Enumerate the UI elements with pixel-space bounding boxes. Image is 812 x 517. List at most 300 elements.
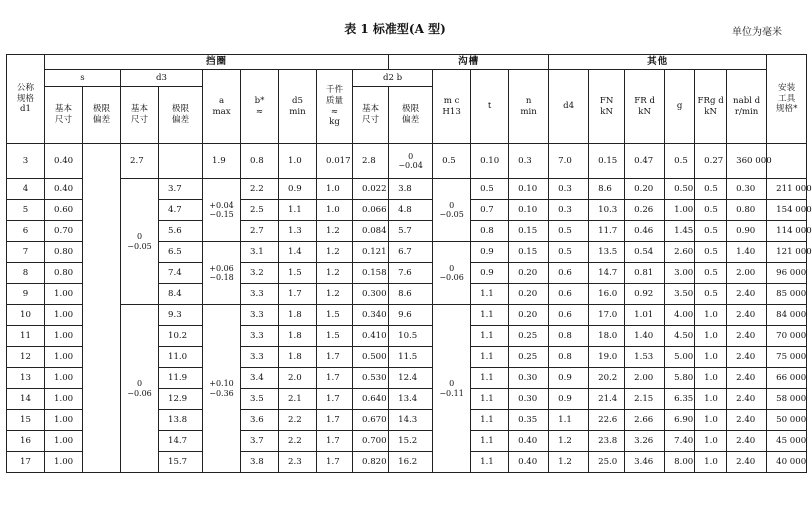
cell-m: 1.1 <box>471 410 509 431</box>
cell-fn: 3.46 <box>625 452 665 473</box>
cell-t: 0.30 <box>509 368 549 389</box>
cell-d1: 3 <box>7 144 45 179</box>
cell-d2: 12.4 <box>389 368 433 389</box>
cell-d5: 1.0 <box>317 179 353 200</box>
cell-d3: 15.7 <box>159 452 203 473</box>
d2-tol <box>389 87 433 144</box>
cell-frg: 2.40 <box>727 410 767 431</box>
cell-fr: 1.45 <box>665 221 695 242</box>
d3-basic-l2: 尺寸 <box>130 115 149 125</box>
cell-n: 0.9 <box>549 368 589 389</box>
cell-d5: 1.7 <box>317 410 353 431</box>
cell-mass: 0.410 <box>353 326 389 347</box>
cell-nabl: 85 000 <box>767 284 807 305</box>
col-nabl <box>727 70 767 144</box>
col-fn <box>589 70 625 144</box>
cell-d5: 1.7 <box>317 452 353 473</box>
cell-m: 1.1 <box>471 452 509 473</box>
cell-d4: 23.8 <box>589 431 625 452</box>
cell-d3: 11.9 <box>159 368 203 389</box>
cell-b: 0.9 <box>279 179 317 200</box>
cell-mass: 0.084 <box>353 221 389 242</box>
cell-a: 1.9 <box>203 144 241 179</box>
b-unit: ≈ <box>255 106 264 117</box>
cell-frg: 1.40 <box>727 242 767 263</box>
cell-d4: 19.0 <box>589 347 625 368</box>
cell-nabl: 96 000 <box>767 263 807 284</box>
cell-d1: 6 <box>7 221 45 242</box>
cell-d5: 1.7 <box>317 347 353 368</box>
tool-line-2: 工具 <box>778 93 796 104</box>
cell-mass: 0.340 <box>353 305 389 326</box>
cell-mass: 0.670 <box>353 410 389 431</box>
cell-fr: 5.00 <box>665 347 695 368</box>
cell-fn: 2.00 <box>625 368 665 389</box>
cell-g: 1.0 <box>695 347 727 368</box>
cell-nabl: 50 000 <box>767 410 807 431</box>
d2-basic-l2: 尺寸 <box>361 115 380 125</box>
cell-mass: 0.700 <box>353 431 389 452</box>
cell-b: 1.1 <box>279 200 317 221</box>
d2-tolerance-line: −0.05 <box>439 210 464 219</box>
cell-s: 1.00 <box>45 347 83 368</box>
cell-d2: 3.8 <box>389 179 433 200</box>
cell-nabl: 70 000 <box>767 326 807 347</box>
frg-unit: kN <box>704 106 717 117</box>
cell-n: 0.6 <box>549 305 589 326</box>
cell-fr: 6.90 <box>665 410 695 431</box>
cell-d2: 2.8 <box>353 144 389 179</box>
cell-frg: 2.40 <box>727 347 767 368</box>
group-ring: 挡圈 <box>45 55 389 70</box>
col-b <box>241 70 279 144</box>
s-tolerance-line: 0 <box>136 232 143 242</box>
cell-d2: 11.5 <box>389 347 433 368</box>
cell-d4: 25.0 <box>589 452 625 473</box>
cell-b: 2.2 <box>279 431 317 452</box>
cell-mass: 0.640 <box>353 389 389 410</box>
fr-sym: FR d <box>634 95 655 106</box>
col-d3: d3 <box>121 70 203 87</box>
cell-mass: 0.158 <box>353 263 389 284</box>
cell-d3: 14.7 <box>159 431 203 452</box>
cell-m: 0.5 <box>471 179 509 200</box>
cell-d1: 4 <box>7 179 45 200</box>
cell-d1: 14 <box>7 389 45 410</box>
d3-tol <box>159 87 203 144</box>
table-row <box>7 179 807 200</box>
cell-n: 0.3 <box>549 200 589 221</box>
cell-s: 1.00 <box>45 284 83 305</box>
d3-basic-l1: 基本 <box>130 104 149 115</box>
cell-d1: 7 <box>7 242 45 263</box>
cell-frg: 2.40 <box>727 452 767 473</box>
cell-nabl: 154 000 <box>767 200 807 221</box>
cell-n: 0.5 <box>549 242 589 263</box>
s-basic-l1: 基本 <box>54 104 73 115</box>
d2-tolerance-line: −0.11 <box>439 388 464 398</box>
table-body <box>7 144 812 473</box>
cell-a: 2.7 <box>241 221 279 242</box>
s-basic-l2: 尺寸 <box>54 115 73 125</box>
cell-d4: 18.0 <box>589 326 625 347</box>
m-sym: m c <box>443 95 460 106</box>
cell-d1: 10 <box>7 305 45 326</box>
d2-tolerance-line: 0 <box>408 151 414 161</box>
cell-b: 1.5 <box>279 263 317 284</box>
cell-b: 2.0 <box>279 368 317 389</box>
d2-basic-l1: 基本 <box>361 104 380 115</box>
d2-tolerance <box>389 144 433 179</box>
cell-d4: 20.2 <box>589 368 625 389</box>
cell-mass: 0.017 <box>317 144 353 179</box>
cell-d2: 14.3 <box>389 410 433 431</box>
cell-g: 0.5 <box>695 284 727 305</box>
cell-t: 0.20 <box>509 263 549 284</box>
d3-tolerance-line: −0.18 <box>209 273 234 282</box>
mass-l1: 千件 <box>325 85 344 96</box>
cell-s: 0.80 <box>45 242 83 263</box>
cell-nabl: 121 000 <box>767 242 807 263</box>
cell-g: 0.5 <box>665 144 695 179</box>
unit-label: 单位为毫米 <box>732 27 782 38</box>
cell-frg: 2.40 <box>727 368 767 389</box>
m-unit: H13 <box>442 106 461 117</box>
cell-t: 0.10 <box>509 179 549 200</box>
cell-d5: 1.5 <box>317 305 353 326</box>
cell-d4: 10.3 <box>589 200 625 221</box>
cell-nabl: 84 000 <box>767 305 807 326</box>
tool-size-cell <box>767 144 807 179</box>
col-nominal <box>7 55 45 144</box>
cell-d5: 1.2 <box>317 221 353 242</box>
s-tolerance <box>121 305 159 473</box>
col-a <box>203 70 241 144</box>
s-tolerance-line: −0.06 <box>127 388 152 398</box>
cell-s: 0.40 <box>45 144 83 179</box>
cell-n: 1.2 <box>549 431 589 452</box>
cell-t: 0.10 <box>471 144 509 179</box>
d3-tolerance-line: +0.04 <box>209 200 234 210</box>
s-tolerance-line: 0 <box>136 379 143 389</box>
tool-line-3: 规格* <box>775 104 798 115</box>
frg-sym: FRg d <box>697 95 724 106</box>
cell-b: 1.8 <box>279 305 317 326</box>
cell-g: 0.5 <box>695 263 727 284</box>
cell-frg: 2.40 <box>727 305 767 326</box>
nabl-unit: r/min <box>734 106 759 117</box>
cell-fn: 3.26 <box>625 431 665 452</box>
cell-d2: 15.2 <box>389 431 433 452</box>
cell-b: 2.1 <box>279 389 317 410</box>
n-unit: min <box>520 106 537 117</box>
cell-mass: 0.121 <box>353 242 389 263</box>
d2-tolerance <box>433 305 471 473</box>
cell-m: 0.9 <box>471 263 509 284</box>
cell-a: 2.2 <box>241 179 279 200</box>
cell-n: 0.6 <box>549 263 589 284</box>
cell-fn: 2.15 <box>625 389 665 410</box>
cell-t: 0.20 <box>509 305 549 326</box>
cell-d3: 12.9 <box>159 389 203 410</box>
col-g: g <box>665 70 695 144</box>
cell-d2: 6.7 <box>389 242 433 263</box>
cell-d3: 9.3 <box>159 305 203 326</box>
d3-tolerance <box>203 242 241 305</box>
d3-basic <box>121 87 159 144</box>
d3-tolerance <box>159 144 203 179</box>
s-basic <box>45 87 83 144</box>
cell-fn: 0.26 <box>625 200 665 221</box>
cell-fr: 6.35 <box>665 389 695 410</box>
table-title: 表 1 标准型(A 型) <box>344 22 446 36</box>
cell-d3: 13.8 <box>159 410 203 431</box>
cell-fr: 4.50 <box>665 326 695 347</box>
cell-nabl: 58 000 <box>767 389 807 410</box>
cell-d3: 5.6 <box>159 221 203 242</box>
cell-fn: 1.40 <box>625 326 665 347</box>
cell-d4: 16.0 <box>589 284 625 305</box>
cell-a: 3.3 <box>241 284 279 305</box>
cell-d1: 13 <box>7 368 45 389</box>
cell-t: 0.30 <box>509 389 549 410</box>
cell-m: 0.9 <box>471 242 509 263</box>
cell-d3: 6.5 <box>159 242 203 263</box>
cell-d3: 11.0 <box>159 347 203 368</box>
cell-s: 0.40 <box>45 179 83 200</box>
cell-d4: 7.0 <box>549 144 589 179</box>
cell-fr: 7.40 <box>665 431 695 452</box>
cell-b: 1.7 <box>279 284 317 305</box>
cell-m: 1.1 <box>471 347 509 368</box>
cell-mass: 0.300 <box>353 284 389 305</box>
cell-nabl: 40 000 <box>767 452 807 473</box>
d2-tol-l2: 偏差 <box>402 115 420 125</box>
cell-g: 0.5 <box>695 242 727 263</box>
cell-d2: 8.6 <box>389 284 433 305</box>
cell-a: 2.5 <box>241 200 279 221</box>
cell-frg: 2.40 <box>727 326 767 347</box>
cell-t: 0.15 <box>509 221 549 242</box>
cell-b: 0.8 <box>241 144 279 179</box>
cell-n: 0.3 <box>549 179 589 200</box>
cell-a: 3.4 <box>241 368 279 389</box>
cell-m: 1.1 <box>471 368 509 389</box>
cell-frg: 2.40 <box>727 284 767 305</box>
cell-fn: 0.15 <box>589 144 625 179</box>
a-sym: a <box>218 95 225 106</box>
cell-d2: 4.8 <box>389 200 433 221</box>
cell-a: 3.3 <box>241 305 279 326</box>
fn-unit: kN <box>600 106 613 117</box>
cell-fn: 0.46 <box>625 221 665 242</box>
col-t: t <box>471 70 509 144</box>
cell-fr: 0.47 <box>625 144 665 179</box>
d3-tolerance-line: −0.36 <box>209 388 234 398</box>
cell-g: 0.5 <box>695 179 727 200</box>
cell-s: 1.00 <box>45 410 83 431</box>
col-m <box>433 70 471 144</box>
d5-sym: d5 <box>292 95 303 106</box>
cell-d1: 5 <box>7 200 45 221</box>
cell-fr: 0.50 <box>665 179 695 200</box>
cell-fn: 0.81 <box>625 263 665 284</box>
n-sym: n <box>525 95 532 106</box>
cell-t: 0.40 <box>509 431 549 452</box>
cell-b: 1.3 <box>279 221 317 242</box>
cell-d2: 5.7 <box>389 221 433 242</box>
d2-tolerance-line: 0 <box>449 263 455 273</box>
cell-d4: 13.5 <box>589 242 625 263</box>
cell-g: 1.0 <box>695 410 727 431</box>
fr-unit: kN <box>638 106 651 117</box>
cell-fr: 5.80 <box>665 368 695 389</box>
s-tol-l1: 极限 <box>92 104 111 115</box>
cell-d1: 9 <box>7 284 45 305</box>
cell-t: 0.25 <box>509 347 549 368</box>
table-row <box>7 144 807 179</box>
cell-d3: 10.2 <box>159 326 203 347</box>
cell-s: 1.00 <box>45 326 83 347</box>
cell-d1: 16 <box>7 431 45 452</box>
a-unit: max <box>212 106 231 117</box>
cell-t: 0.40 <box>509 452 549 473</box>
cell-n: 1.2 <box>549 452 589 473</box>
cell-t: 0.35 <box>509 410 549 431</box>
cell-mass: 0.066 <box>353 200 389 221</box>
cell-d3: 2.7 <box>121 144 159 179</box>
cell-s: 0.70 <box>45 221 83 242</box>
cell-frg: 2.40 <box>727 389 767 410</box>
d2-tol-l1: 极限 <box>402 104 420 115</box>
cell-d5: 1.7 <box>317 389 353 410</box>
d3-tolerance-line: +0.10 <box>209 379 234 389</box>
col-fr <box>625 70 665 144</box>
cell-a: 3.1 <box>241 242 279 263</box>
cell-d5: 1.2 <box>317 242 353 263</box>
cell-a: 3.7 <box>241 431 279 452</box>
cell-b: 2.2 <box>279 410 317 431</box>
cell-m: 0.5 <box>433 144 471 179</box>
d3-tol-l2: 偏差 <box>171 115 190 125</box>
table-row <box>7 305 807 326</box>
d2-tolerance-line: −0.06 <box>439 273 464 282</box>
d3-tolerance-line: −0.15 <box>209 210 234 219</box>
cell-d1: 15 <box>7 410 45 431</box>
cell-g: 1.0 <box>695 368 727 389</box>
cell-d2: 9.6 <box>389 305 433 326</box>
cell-d1: 8 <box>7 263 45 284</box>
nominal-line-2: 规格 <box>16 93 35 104</box>
cell-fr: 1.00 <box>665 200 695 221</box>
col-d4: d4 <box>549 70 589 144</box>
cell-d3: 7.4 <box>159 263 203 284</box>
cell-d1: 17 <box>7 452 45 473</box>
cell-n: 0.9 <box>549 389 589 410</box>
cell-m: 0.8 <box>471 221 509 242</box>
cell-d1: 11 <box>7 326 45 347</box>
cell-m: 0.7 <box>471 200 509 221</box>
group-groove: 沟槽 <box>389 55 549 70</box>
s-tolerance <box>83 144 121 473</box>
col-d2: d2 b <box>353 70 433 87</box>
d2-tolerance-line: −0.04 <box>398 161 423 170</box>
cell-t: 0.25 <box>509 326 549 347</box>
col-d5 <box>279 70 317 144</box>
cell-d2: 7.6 <box>389 263 433 284</box>
d2-tolerance <box>433 179 471 242</box>
cell-fr: 3.00 <box>665 263 695 284</box>
nominal-line-1: 公称 <box>16 82 35 93</box>
b-sym: b* <box>254 95 265 106</box>
cell-n: 0.8 <box>549 347 589 368</box>
cell-m: 1.1 <box>471 305 509 326</box>
col-s: s <box>45 70 121 87</box>
col-n <box>509 70 549 144</box>
cell-s: 0.60 <box>45 200 83 221</box>
group-other: 其他 <box>549 55 767 70</box>
cell-d4: 22.6 <box>589 410 625 431</box>
cell-b: 1.8 <box>279 347 317 368</box>
cell-d5: 1.0 <box>279 144 317 179</box>
cell-s: 1.00 <box>45 452 83 473</box>
nominal-line-3: d1 <box>20 104 31 115</box>
cell-d3: 8.4 <box>159 284 203 305</box>
cell-nabl: 360 000 <box>727 144 767 179</box>
fn-sym: FN <box>599 95 614 106</box>
cell-d5: 1.2 <box>317 284 353 305</box>
cell-d1: 12 <box>7 347 45 368</box>
cell-g: 1.0 <box>695 452 727 473</box>
cell-frg: 0.80 <box>727 200 767 221</box>
cell-fn: 0.20 <box>625 179 665 200</box>
cell-b: 1.4 <box>279 242 317 263</box>
cell-frg: 2.00 <box>727 263 767 284</box>
cell-fr: 4.00 <box>665 305 695 326</box>
cell-fn: 0.92 <box>625 284 665 305</box>
cell-a: 3.5 <box>241 389 279 410</box>
cell-g: 0.5 <box>695 200 727 221</box>
cell-s: 1.00 <box>45 389 83 410</box>
cell-fr: 3.50 <box>665 284 695 305</box>
spec-table <box>6 54 812 473</box>
cell-m: 1.1 <box>471 326 509 347</box>
s-tol <box>83 87 121 144</box>
cell-fn: 2.66 <box>625 410 665 431</box>
cell-s: 1.00 <box>45 305 83 326</box>
cell-n: 0.3 <box>509 144 549 179</box>
cell-t: 0.15 <box>509 242 549 263</box>
cell-g: 1.0 <box>695 389 727 410</box>
cell-d5: 1.7 <box>317 368 353 389</box>
cell-b: 1.8 <box>279 326 317 347</box>
cell-n: 1.1 <box>549 410 589 431</box>
cell-mass: 0.820 <box>353 452 389 473</box>
d5-unit: min <box>289 106 306 117</box>
cell-d5: 1.7 <box>317 431 353 452</box>
d3-tolerance <box>203 305 241 473</box>
cell-fn: 0.54 <box>625 242 665 263</box>
cell-mass: 0.500 <box>353 347 389 368</box>
cell-d3: 3.7 <box>159 179 203 200</box>
cell-d5: 1.2 <box>317 263 353 284</box>
cell-d2: 16.2 <box>389 452 433 473</box>
cell-d4: 17.0 <box>589 305 625 326</box>
cell-frg: 0.90 <box>727 221 767 242</box>
cell-s: 1.00 <box>45 431 83 452</box>
cell-frg: 2.40 <box>727 431 767 452</box>
cell-a: 3.8 <box>241 452 279 473</box>
